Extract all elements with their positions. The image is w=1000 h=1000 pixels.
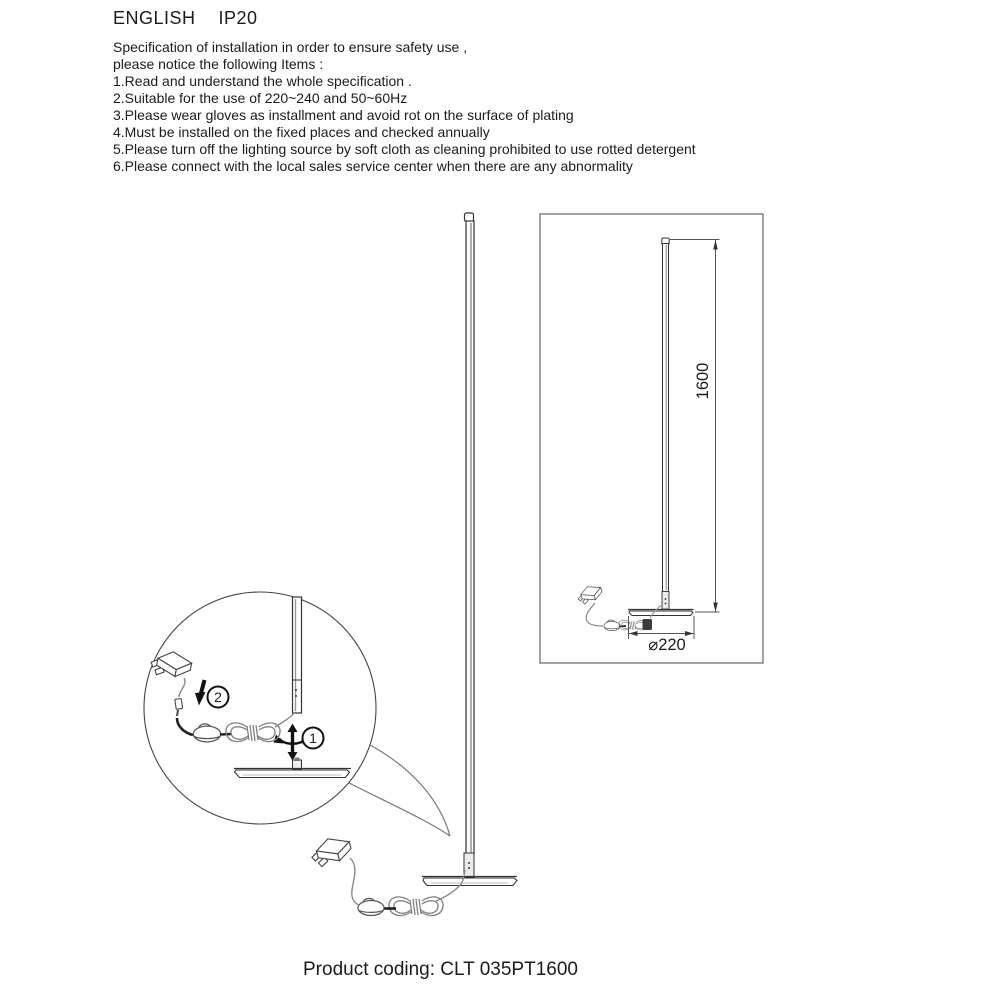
base-plug bbox=[643, 619, 653, 630]
spec-line: 2.Suitable for the use of 220~240 and 50~60Hz bbox=[113, 90, 408, 106]
step-2-number: 2 bbox=[214, 689, 222, 705]
step-2-badge bbox=[208, 687, 229, 708]
spec-line: 6.Please connect with the local sales service center when there are any abnormality bbox=[113, 158, 633, 174]
lamp-pole-connector bbox=[662, 592, 669, 610]
step-1-number: 1 bbox=[309, 730, 317, 746]
power-adapter-icon bbox=[309, 834, 354, 868]
spec-line: 4.Must be installed on the fixed places and checked annually bbox=[113, 124, 490, 140]
lamp-top-cap bbox=[465, 213, 474, 222]
floor-lamp-figure bbox=[309, 213, 517, 916]
spec-line: please notice the following Items : bbox=[113, 56, 324, 72]
lamp-pole-connector bbox=[464, 853, 474, 877]
foot-switch-icon bbox=[604, 620, 620, 631]
switch-cord bbox=[619, 626, 626, 627]
lamp-pole bbox=[663, 244, 669, 592]
lamp-base bbox=[422, 877, 517, 886]
adapter-cable bbox=[586, 603, 603, 626]
spec-line: 5.Please turn off the lighting source by soft cloth as cleaning prohibited to use rotted detergent bbox=[113, 141, 696, 157]
cable-coil-icon bbox=[389, 897, 443, 916]
foot-switch-icon bbox=[358, 898, 384, 915]
language-label: ENGLISH bbox=[113, 8, 196, 28]
spec-line: 1.Read and understand the whole specification . bbox=[113, 73, 412, 89]
lamp-pole-section bbox=[293, 597, 302, 713]
switch-cord bbox=[220, 734, 231, 735]
detail-box bbox=[540, 214, 763, 663]
detail-circle bbox=[144, 592, 450, 836]
base-socket-stub bbox=[293, 760, 302, 769]
product-coding: Product coding: CLT 035PT1600 bbox=[303, 959, 578, 980]
detail-box-frame bbox=[540, 214, 763, 663]
diameter-dimension-label: ⌀220 bbox=[648, 636, 686, 654]
lamp-base bbox=[628, 610, 694, 616]
step-1-badge bbox=[303, 728, 324, 749]
power-adapter-icon bbox=[576, 583, 604, 606]
dimension-height bbox=[670, 240, 720, 613]
ip-rating-label: IP20 bbox=[218, 8, 258, 28]
height-dimension-label: 1600 bbox=[694, 362, 712, 400]
lamp-pole bbox=[466, 221, 474, 855]
spec-line: Specification of installation in order to ensure safety use , bbox=[113, 39, 468, 55]
adapter-cable bbox=[350, 858, 359, 905]
spec-line: 3.Please wear gloves as installment and avoid rot on the surface of plating bbox=[113, 107, 574, 123]
